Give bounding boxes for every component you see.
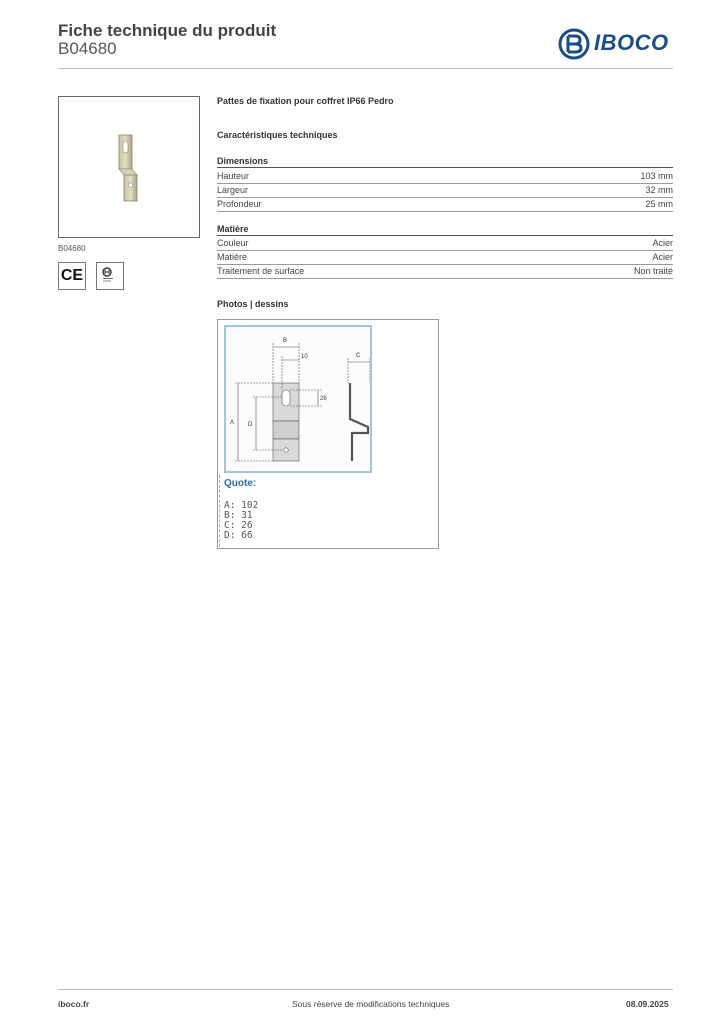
- quote-value: B: 31: [224, 510, 253, 521]
- spec-value: Non traité: [633, 266, 673, 276]
- spec-label: Matière: [217, 252, 248, 262]
- page-title: Fiche technique du produit: [58, 21, 277, 40]
- spec-value: 103 mm: [640, 171, 673, 181]
- dim-label-b: B: [283, 338, 288, 344]
- quote-value: D: 66: [224, 530, 253, 541]
- product-name: Pattes de fixation pour coffret IP66 Pedro: [217, 96, 394, 106]
- ce-mark-icon: CE: [58, 262, 86, 290]
- dim-label-a: A: [230, 420, 235, 426]
- header-divider: [58, 68, 673, 69]
- spec-value: 25 mm: [645, 199, 673, 209]
- iboco-logo-icon: [558, 28, 590, 60]
- spec-row: [217, 198, 673, 212]
- certification-badge-icon: [96, 262, 124, 290]
- quote-value: A: 102: [224, 500, 259, 511]
- technical-drawing: [224, 325, 372, 473]
- spec-value: Acier: [652, 238, 673, 248]
- dim-label-d: D: [248, 422, 253, 428]
- quote-border: [219, 475, 220, 547]
- spec-label: Couleur: [217, 238, 249, 248]
- bracket-drawing-icon: [226, 327, 370, 471]
- spec-value: 32 mm: [645, 185, 673, 195]
- footer-website[interactable]: iboco.fr: [58, 999, 90, 1009]
- dim-label-c: C: [356, 353, 361, 359]
- quote-heading: Quote:: [224, 478, 257, 489]
- dim-label-26: 26: [320, 396, 327, 402]
- dimensions-heading: Dimensions: [217, 156, 673, 168]
- photos-heading: Photos | dessins: [217, 299, 289, 309]
- logo-wordmark: IBOCO: [594, 30, 669, 55]
- spec-label: Largeur: [217, 185, 249, 195]
- spec-row: [217, 251, 673, 265]
- footer-divider: [58, 989, 673, 990]
- material-heading: Matière: [217, 224, 673, 236]
- footer-notice: Sous réserve de modifications techniques: [292, 999, 450, 1009]
- product-image: [58, 96, 200, 238]
- footer-date: 08.09.2025: [626, 999, 669, 1009]
- spec-row: [217, 237, 673, 251]
- bracket-photo-icon: [59, 97, 199, 237]
- spec-label: Traitement de surface: [217, 266, 305, 276]
- specs-heading: Caractéristiques techniques: [217, 130, 338, 140]
- spec-label: Profondeur: [217, 199, 262, 209]
- product-code: B04680: [58, 39, 117, 58]
- brand-logo: [558, 28, 674, 60]
- spec-row: [217, 265, 673, 279]
- spec-row: [217, 170, 673, 184]
- quote-value: C: 26: [224, 520, 253, 531]
- spec-value: Acier: [652, 252, 673, 262]
- spec-row: [217, 184, 673, 198]
- spec-label: Hauteur: [217, 171, 250, 181]
- dim-label-10: 10: [301, 354, 308, 360]
- image-caption: B04680: [58, 244, 86, 253]
